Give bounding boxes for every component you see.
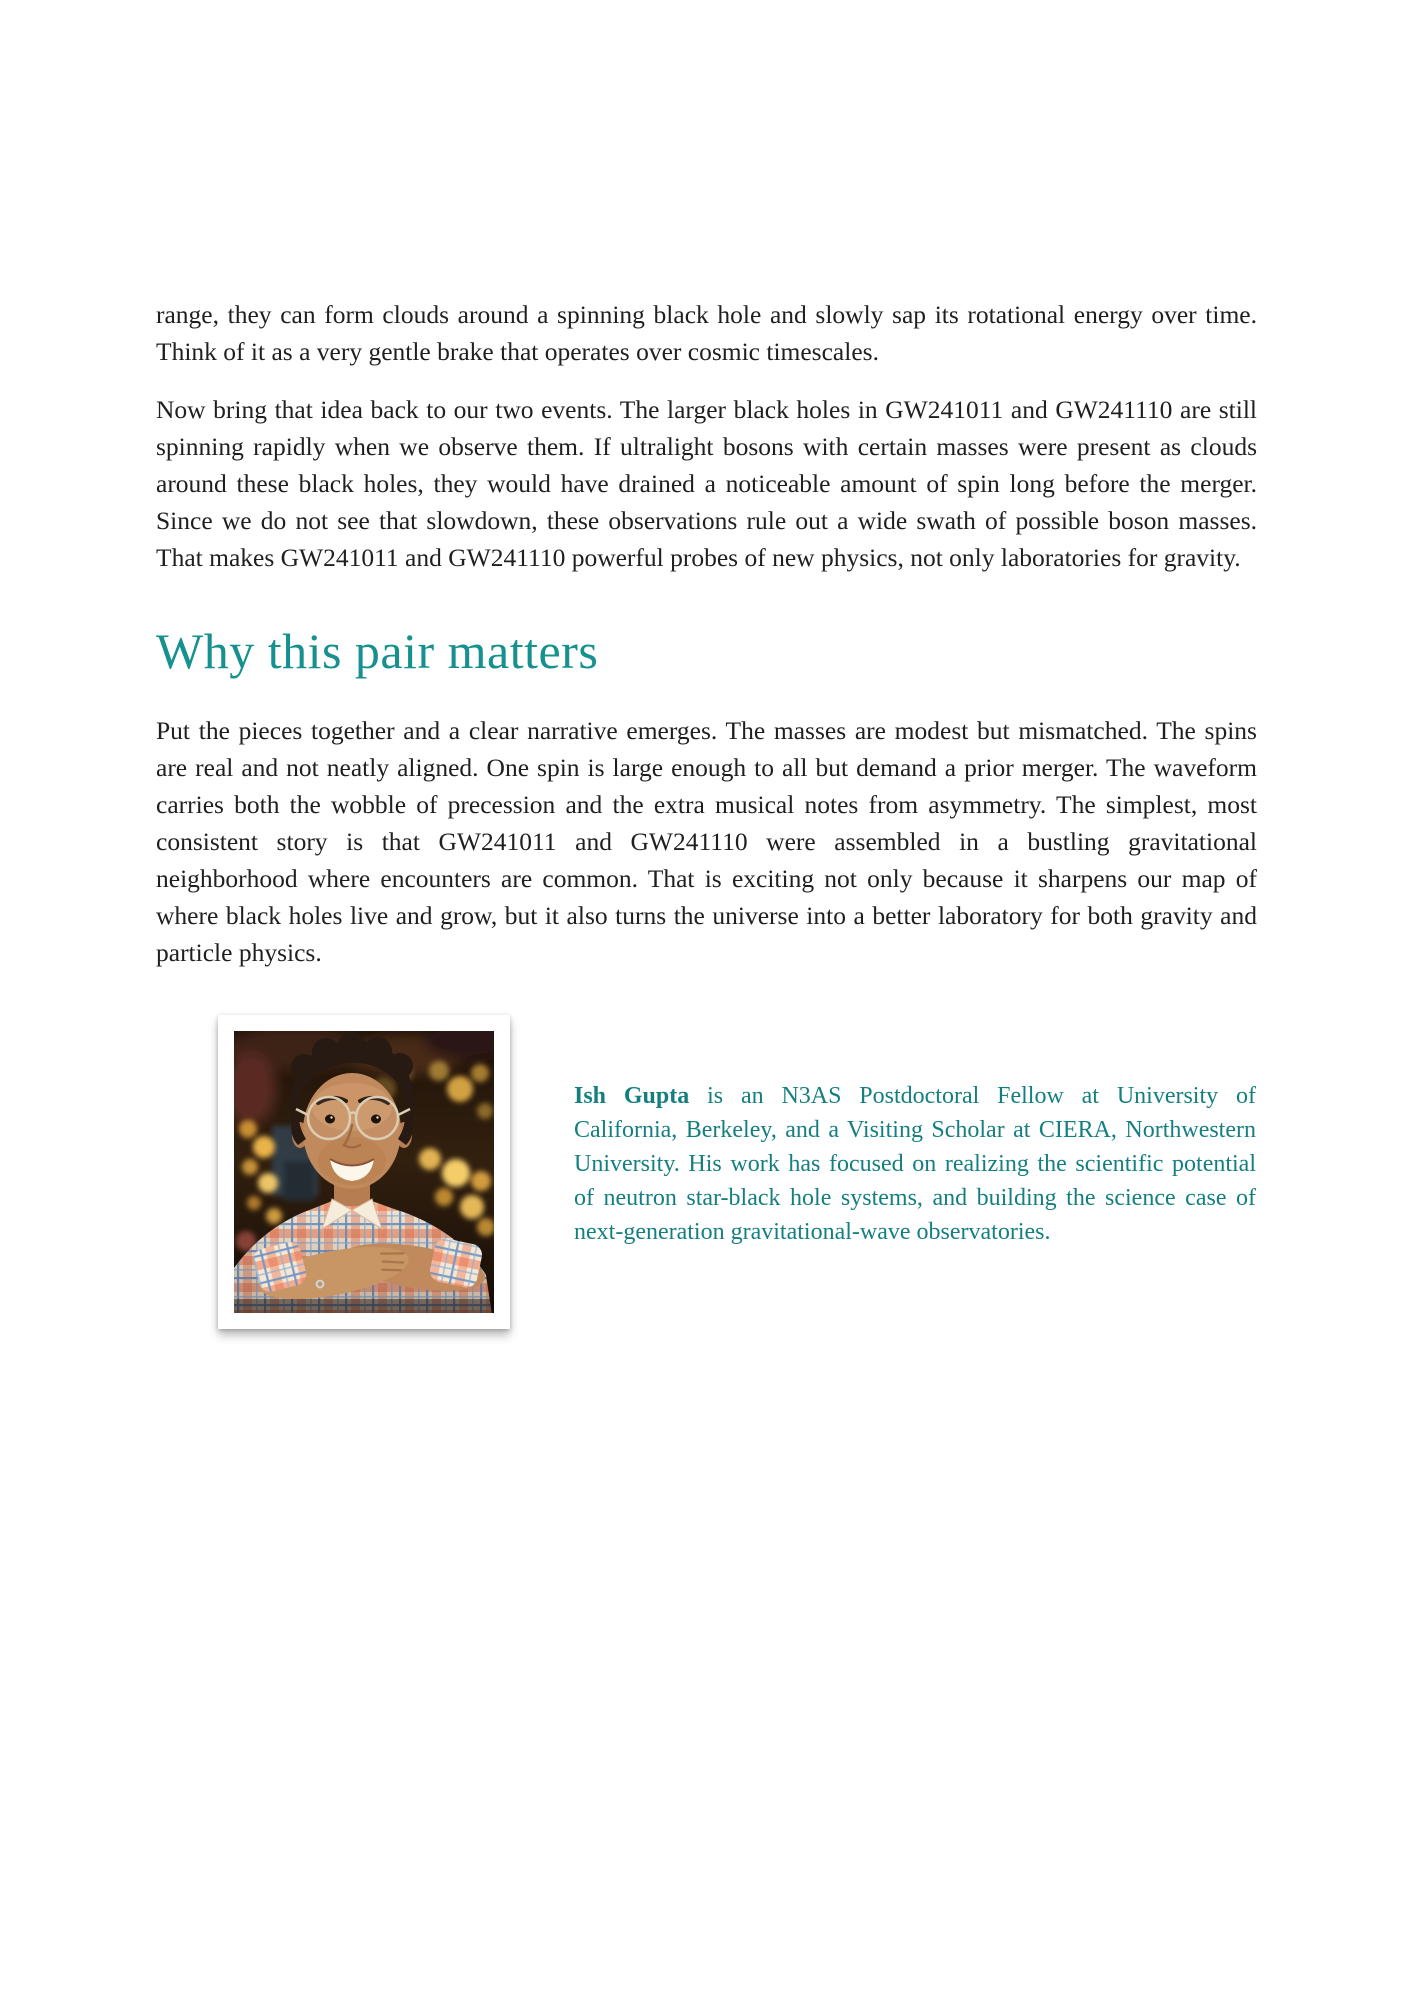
paragraph-conclusion: Put the pieces together and a clear narrative emerges. The masses are modest but mismatched. The spins are real and not neatly aligned. One spin is large enough to all but demand a prior merger. The waveform carries both the wobble of precession and the extra musical notes from asymmetry. The simplest, most consistent story is that GW241011 and GW241110 were assembled in a bustling gravitational neighborhood where encounters are common. That is exciting not only because it sharpens our map of where black holes live and grow, but it also turns the universe into a better laboratory for both gravity and particle physics. <box>156 716 1257 967</box>
author-photo-frame <box>218 1015 510 1329</box>
paragraph-spin-constraints: Now bring that idea back to our two events. The larger black holes in GW241011 and GW241110 are still spinning rapidly when we observe them. If ultralight bosons with certain masses were present as clouds around these black holes, they would have drained a noticeable amount of spin long before the merger. Since we do not see that slowdown, these observations rule out a wide swath of possible boson masses. That makes GW241011 and GW241110 powerful probes of new physics, not only laboratories for gravity. <box>156 395 1257 572</box>
author-photo <box>234 1031 494 1313</box>
author-bio-section <box>156 1015 1257 1329</box>
author-bio-text <box>574 1039 1256 1249</box>
author-bio-body: is an N3AS Postdoctoral Fellow at University of California, Berkeley, and a Visiting Scholar at CIERA, Northwestern University. His work has focused on realizing the scientific potential of neutron star-black hole systems, and building the science case of next-generation gravitational-wave observatories. <box>574 1083 1256 1245</box>
article-content <box>156 296 1257 1329</box>
author-name: Ish Gupta <box>574 1083 690 1109</box>
paragraph-boson-clouds: range, they can form clouds around a spinning black hole and slowly sap its rotational energy over time. Think of it as a very gentle brake that operates over cosmic timescales. <box>156 300 1257 366</box>
section-heading-why-this-pair-matters: Why this pair matters <box>156 623 599 679</box>
